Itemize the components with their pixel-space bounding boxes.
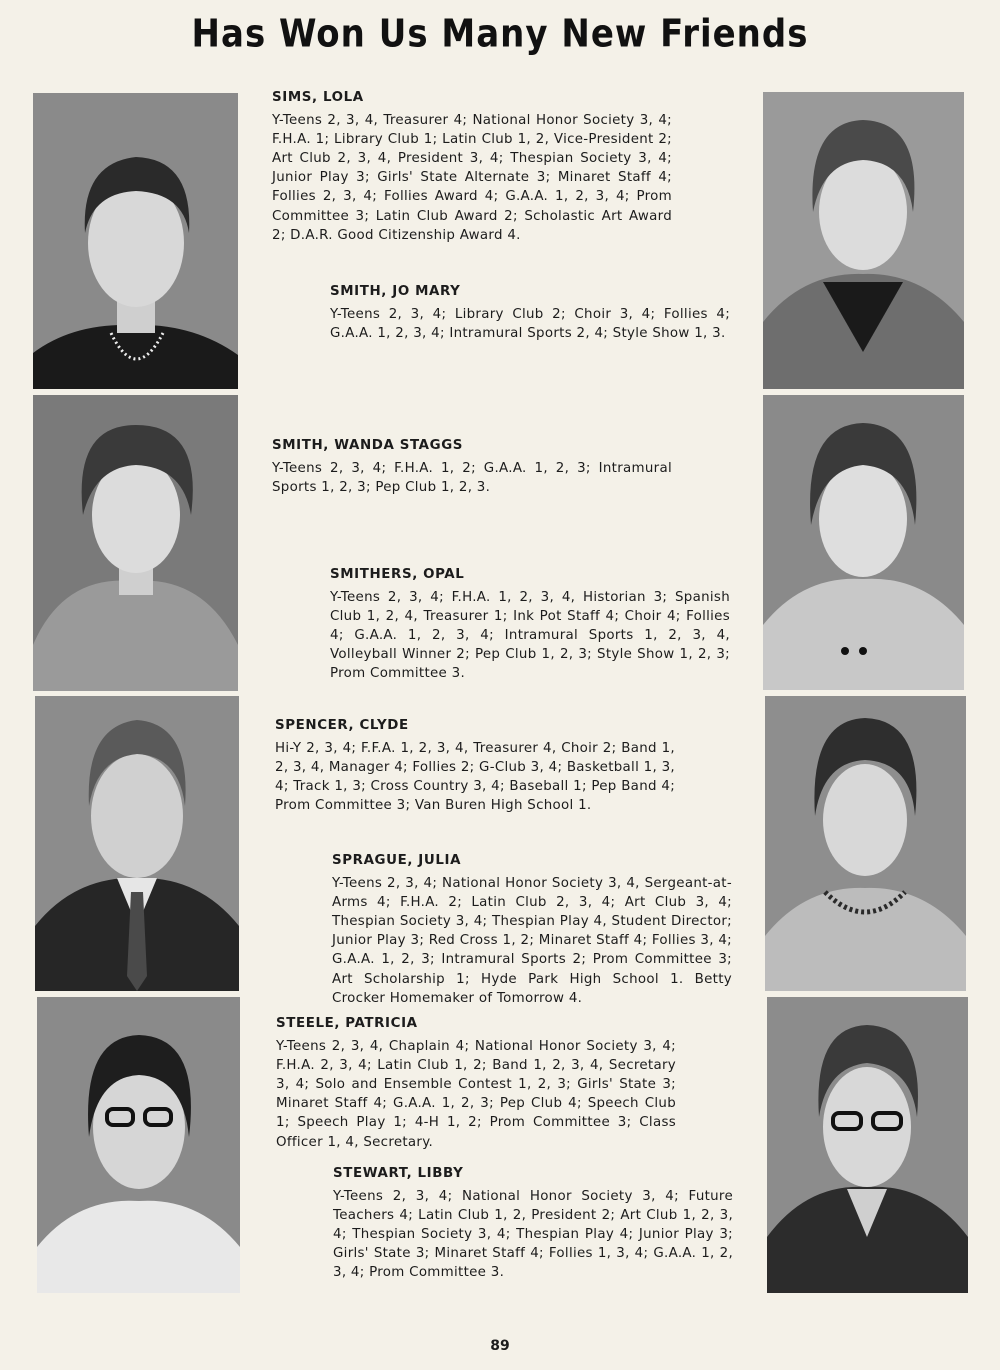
portrait-photo-left-1	[33, 93, 238, 389]
portrait-photo-right-3	[765, 696, 966, 991]
student-activities: Y-Teens 2, 3, 4, Chaplain 4; National Honor Society 3, 4; F.H.A. 2, 3, 4; Latin Club 1, 2; Band 1, 2, 3, 4, Secretary 3, 4; Solo and Ensemble Contest 1, 2, 3; Girls' State 3; Minaret Staff 4; G.A.A. 1, 2, 3; Pep Club 4; Speech Club 1; Speech Play 1; 4-H 1, 2; Prom Committee 3; Class Officer 1, 4, Secretary.	[276, 1039, 676, 1150]
student-activities: Hi-Y 2, 3, 4; F.F.A. 1, 2, 3, 4, Treasurer 4, Choir 2; Band 1, 2, 3, 4, Manager 4; Follies 2; G-Club 3, 4; Basketball 1, 3, 4; Track 1, 3; Cross Country 3, 4; Baseball 1; Pep Band 4; Prom Committee 3; Van Buren High School 1.	[275, 741, 675, 814]
student-activities: Y-Teens 2, 3, 4; National Honor Society 3, 4; Future Teachers 4; Latin Club 1, 2, President 2; Art Club 1, 2, 3, 4; Thespian Society 3, 4; Thespian Play 4; Junior Play 3; Girls' State 3; Minaret Staff 4; Follies 1, 3, 4; G.A.A. 1, 2, 3, 4; Prom Committee 3.	[333, 1189, 733, 1281]
portrait-photo-left-3	[35, 696, 239, 991]
page-title: Has Won Us Many New Friends	[191, 11, 809, 57]
student-entry	[276, 1014, 676, 1152]
student-name: SIMS, LOLA	[272, 90, 364, 105]
student-entry	[330, 565, 730, 684]
page-number: 89	[490, 1338, 510, 1354]
student-name: STEELE, PATRICIA	[276, 1016, 418, 1031]
student-activities: Y-Teens 2, 3, 4; F.H.A. 1, 2, 3, 4, Historian 3; Spanish Club 1, 2, 4, Treasurer 1; Ink Pot Staff 4; Choir 4; Follies 4; G.A.A. 1, 2, 3, 4; Intramural Sports 1, 2, 3, 4, Volleyball Winner 2; Pep Club 1, 2, 3; Style Show 1, 2, 3; Prom Committee 3.	[330, 590, 730, 682]
student-activities: Y-Teens 2, 3, 4, Treasurer 4; National Honor Society 3, 4; F.H.A. 1; Library Club 1; Latin Club 1, 2, Vice-President 2; Art Club 2, 3, 4, President 3, 4; Thespian Society 3, 4; Junior Play 3; Girls' State Alternate 3; Minaret Staff 4; Follies 2, 3, 4; Follies Award 4; G.A.A. 1, 2, 3, 4; Prom Committee 3; Latin Club Award 2; Scholastic Art Award 2; D.A.R. Good Citizenship Award 4.	[272, 113, 672, 243]
student-activities: Y-Teens 2, 3, 4; F.H.A. 1, 2; G.A.A. 1, 2, 3; Intramural Sports 1, 2, 3; Pep Club 1, 2, 3.	[272, 461, 672, 496]
student-activities: Y-Teens 2, 3, 4; Library Club 2; Choir 3, 4; Follies 4; G.A.A. 1, 2, 3, 4; Intramural Sports 2, 4; Style Show 1, 3.	[330, 307, 730, 342]
student-entry	[272, 436, 672, 497]
student-name: SMITHERS, OPAL	[330, 567, 465, 582]
student-entry	[332, 851, 732, 1008]
student-entry	[333, 1164, 733, 1283]
portrait-photo-right-2	[763, 395, 964, 690]
portrait-photo-left-4	[37, 997, 240, 1293]
portrait-photo-right-4	[767, 997, 968, 1293]
student-entry	[330, 282, 730, 343]
student-name: SPRAGUE, JULIA	[332, 853, 462, 868]
student-name: SMITH, WANDA STAGGS	[272, 438, 464, 453]
student-activities: Y-Teens 2, 3, 4; National Honor Society 3, 4, Sergeant-at-Arms 4; F.H.A. 2; Latin Club 2, 3, 4; Art Club 3, 4; Thespian Society 3, 4; Thespian Play 4, Student Director; Junior Play 3; Red Cross 1, 2; Minaret Staff 4; Follies 3, 4; G.A.A. 1, 2, 3; Intramural Sports 2; Prom Committee 3; Art Scholarship 1; Hyde Park High School 1. Betty Crocker Homemaker of Tomorrow 4.	[332, 876, 732, 1006]
student-entry	[272, 88, 672, 245]
portrait-photo-right-1	[763, 92, 964, 389]
student-entry	[275, 716, 675, 815]
student-name: SMITH, JO MARY	[330, 284, 461, 299]
portrait-photo-left-2	[33, 395, 238, 691]
student-name: STEWART, LIBBY	[333, 1166, 464, 1181]
student-name: SPENCER, CLYDE	[275, 718, 409, 733]
